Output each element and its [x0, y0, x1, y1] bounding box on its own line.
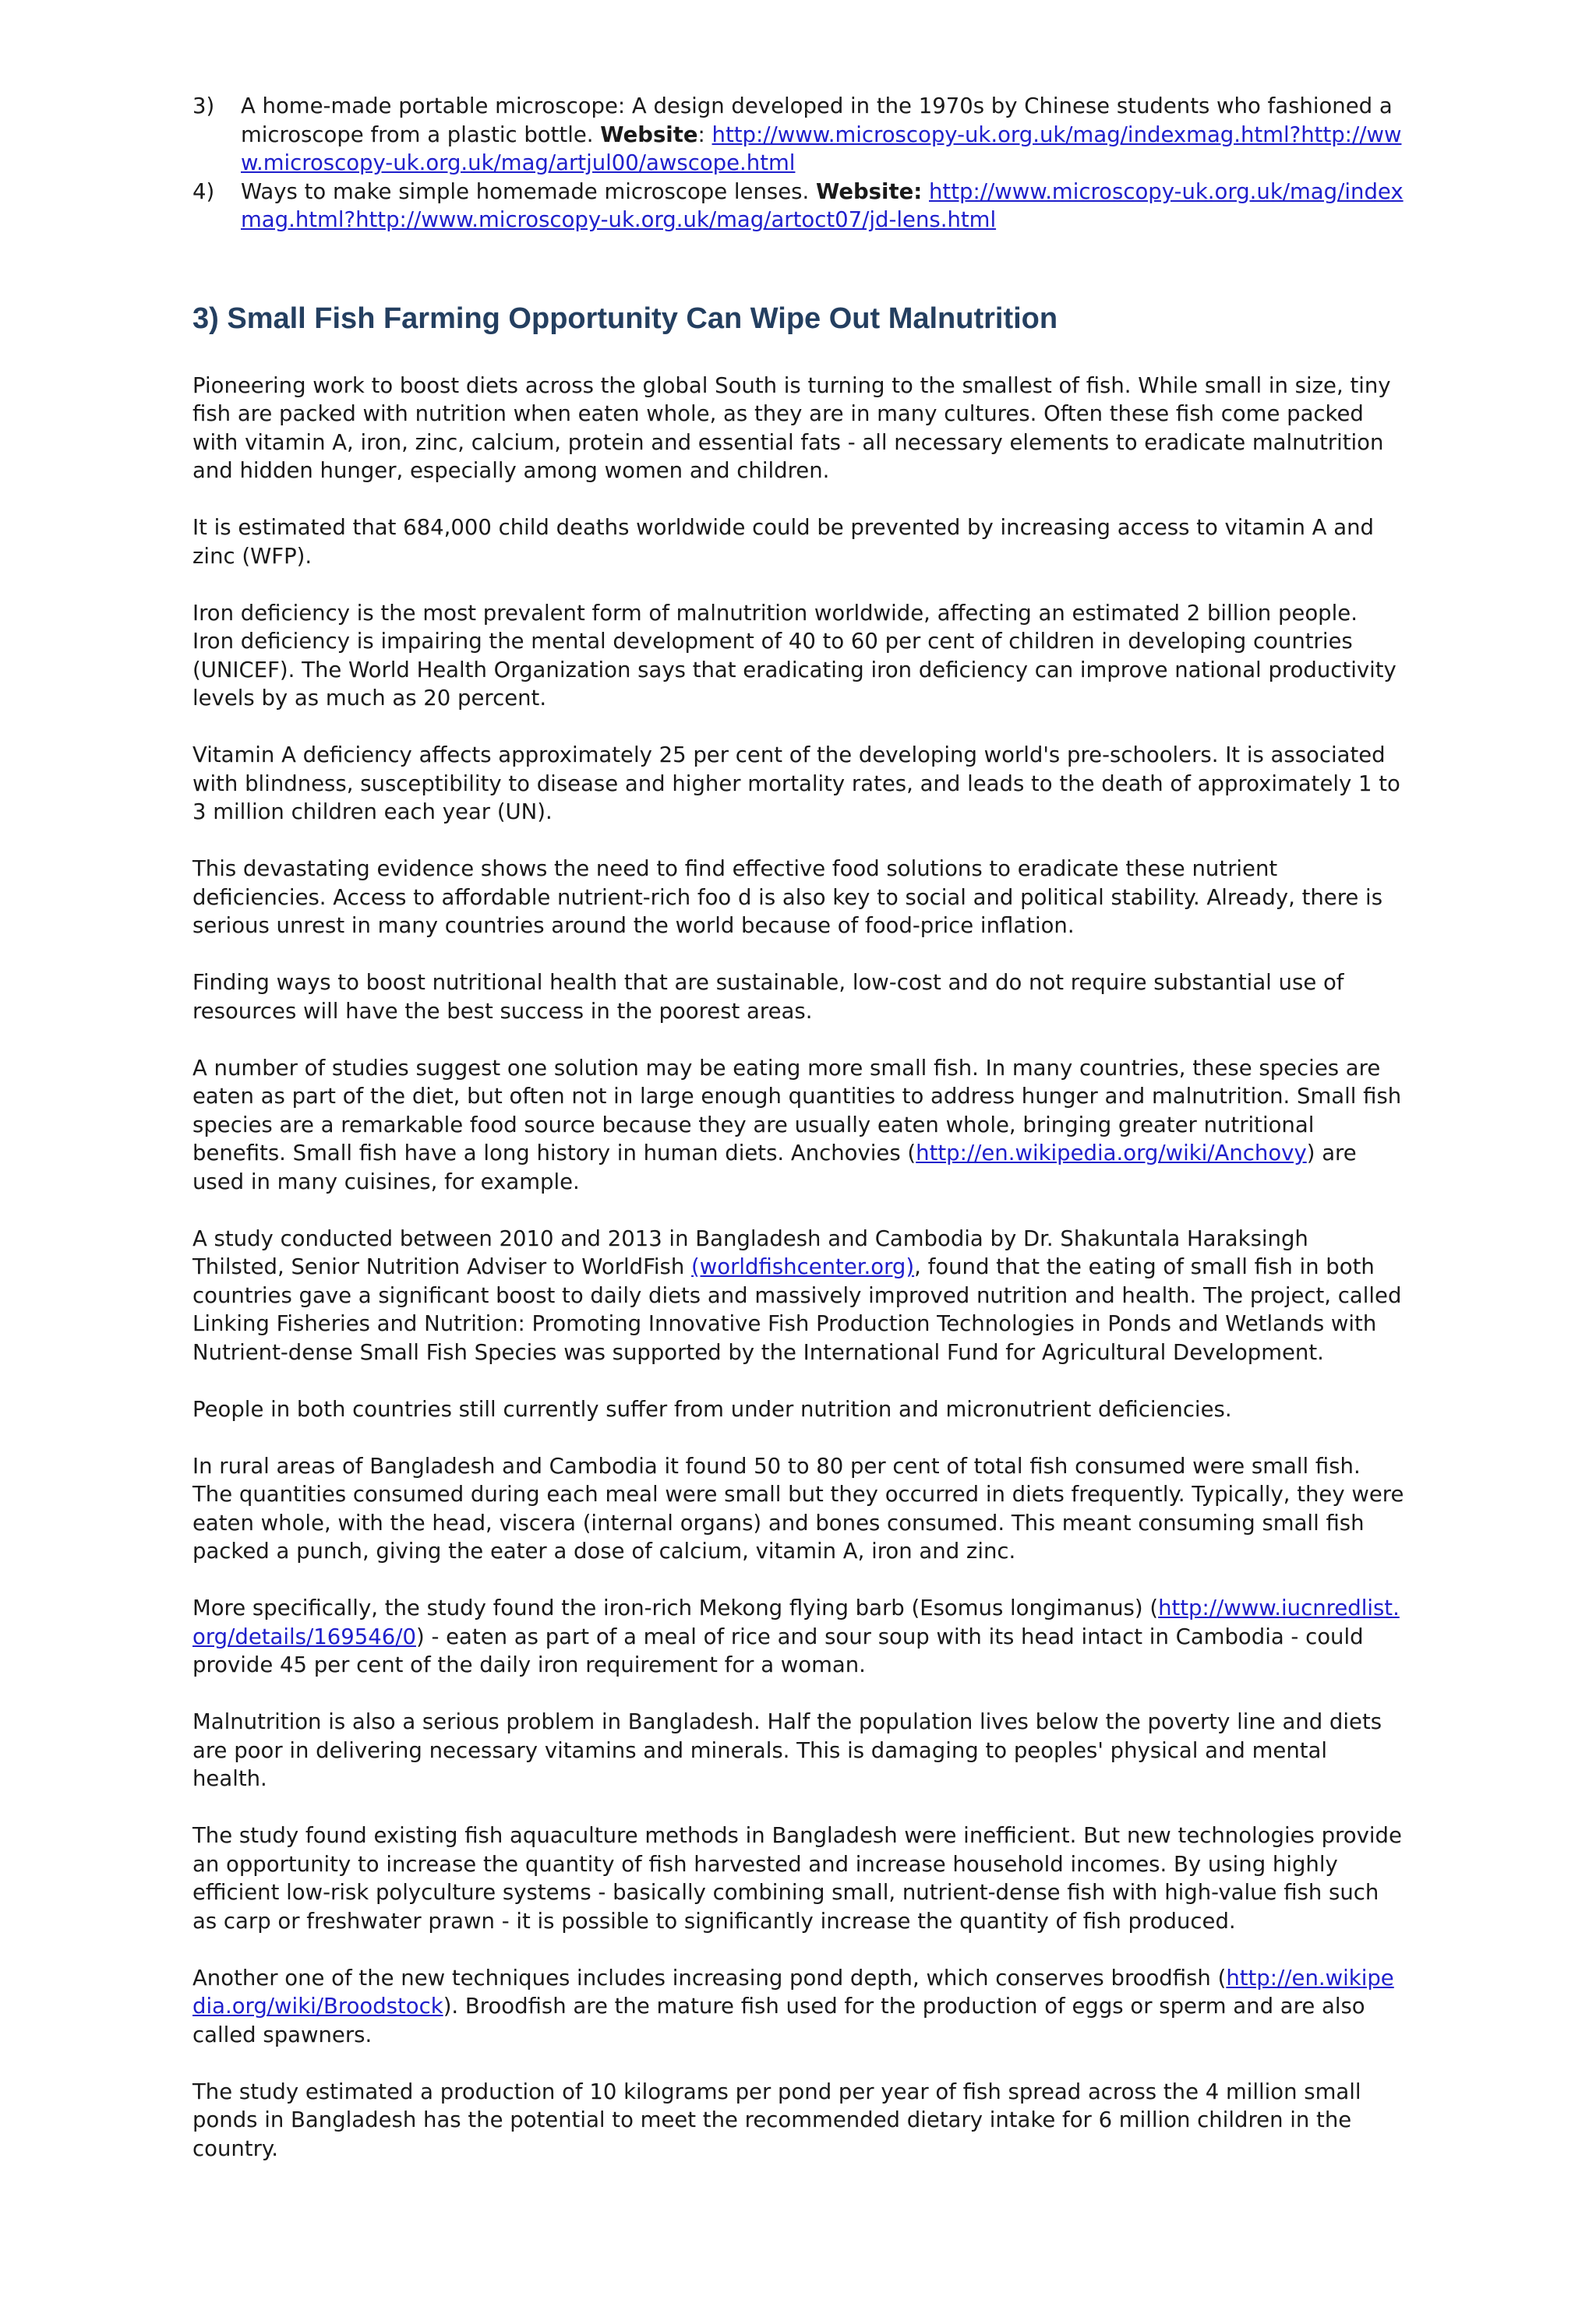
worldfish-link[interactable]: (worldfishcenter.org) — [691, 1254, 915, 1279]
list-item-number: 3) — [192, 93, 215, 118]
list-item-text: A home-made portable microscope: A design developed in the 1970s by Chinese students who fashioned a microscope from a plastic bottle. — [241, 93, 1393, 147]
paragraph: This devastating evidence shows the need to find effective food solutions to eradicate these nutrient deficiencies. Access to affordable nutrient-rich foo d is also key to social and political stability. Already, there is serious unrest in many countries around the world because of food-price inflation. — [192, 856, 1383, 938]
paragraph: Vitamin A deficiency affects approximately 25 per cent of the developing world's pre-schoolers. It is associated with blindness, susceptibility to disease and higher mortality rates, and leads to the death of approximately 1 to 3 million children each year (UN). — [192, 742, 1400, 824]
paragraph — [192, 1594, 1404, 1680]
separator — [922, 179, 929, 204]
paragraph-text: ) are used in many cuisines, for example. — [192, 1141, 1357, 1194]
document-page — [192, 92, 1404, 2192]
paragraph: In rural areas of Bangladesh and Cambodia it found 50 to 80 per cent of total fish consumed were small fish. The quantities consumed during each meal were small but they occurred in diets frequently. Typically, they were eaten whole, with the head, viscera (internal organs) and bones consumed. This meant consuming small fish packed a punch, giving the eater a dose of calcium, vitamin A, iron and zinc. — [192, 1453, 1404, 1564]
paragraph: The study estimated a production of 10 kilograms per pond per year of fish spread across the 4 million small ponds in Bangladesh has the potential to meet the recommended dietary intake for 6 million children in the country. — [192, 2079, 1361, 2161]
list-item-number: 4) — [192, 178, 215, 204]
iucn-link[interactable]: http://www.iucnredlist.org/details/169546/0 — [192, 1596, 1400, 1649]
website-label: Website — [600, 122, 698, 147]
paragraph: The study found existing fish aquaculture methods in Bangladesh were inefficient. But new technologies provide an opportunity to increase the quantity of fish harvested and increase household incomes. By using highly efficient low-risk polyculture systems - basically combining small, nutrient-dense fish with high-value fish such as carp or freshwater prawn - it is possible to significantly increase the quantity of fish produced. — [192, 1823, 1402, 1934]
separator: : — [697, 122, 712, 147]
list-item-text: Ways to make simple homemade microscope lenses. — [241, 178, 816, 204]
paragraph: It is estimated that 684,000 child deaths worldwide could be prevented by increasing access to vitamin A and zinc (WFP). — [192, 515, 1374, 569]
paragraph-text: ) - eaten as part of a meal of rice and sour soup with its head intact in Cambodia - could provide 45 per cent of the daily iron requirement for a woman. — [192, 1624, 1364, 1677]
resource-list — [192, 92, 1404, 235]
website-link[interactable]: http://www.microscopy-uk.org.uk/mag/indexmag.html?http://www.microscopy-uk.org.uk/mag/artjul00/awscope.html — [241, 122, 1402, 175]
anchovy-link[interactable]: http://en.wikipedia.org/wiki/Anchovy — [916, 1141, 1307, 1166]
paragraph — [192, 1225, 1404, 1367]
list-item — [192, 178, 1404, 235]
paragraph: Malnutrition is also a serious problem in Bangladesh. Half the population lives below the poverty line and diets are poor in delivering necessary vitamins and minerals. This is damaging to peoples' physical and mental health. — [192, 1709, 1382, 1791]
paragraph-text: More specifically, the study found the iron-rich Mekong flying barb (Esomus longimanus) ( — [192, 1596, 1159, 1620]
paragraph-text: , found that the eating of small fish in both countries gave a significant boost to daily diets and massively improved nutrition and health. The project, called Linking Fisheries and Nutrition: Promoting Innovative Fish Production Technologies in Ponds and Wetlands with Nutrient-dense Small Fish Species was supported by the International Fund for Agricultural Development. — [192, 1254, 1402, 1365]
paragraph-text: A number of studies suggest one solution may be eating more small fish. In many countries, these species are eaten as part of the diet, but often not in large enough quantities to address hunger and malnutrition. Small fish species are a remarkable food source because they are usually eaten whole, bringing greater nutritional benefits. Small fish have a long history in human diets. Anchovies ( — [192, 1055, 1402, 1166]
section-heading: 3) Small Fish Farming Opportunity Can Wipe Out Malnutrition — [192, 302, 1058, 335]
broodstock-link[interactable]: http://en.wikipedia.org/wiki/Broodstock — [192, 1965, 1394, 2019]
paragraph-text: ). Broodfish are the mature fish used for the production of eggs or sperm and are also called spawners. — [192, 1994, 1365, 2047]
paragraph: People in both countries still currently suffer from under nutrition and micronutrient deficiencies. — [192, 1396, 1232, 1422]
paragraph: Iron deficiency is the most prevalent form of malnutrition worldwide, affecting an estimated 2 billion people. Iron deficiency is impairing the mental development of 40 to 60 per cent of children in developing countries (UNICEF). The World Health Organization says that eradicating iron deficiency can improve national productivity levels by as much as 20 percent. — [192, 600, 1396, 711]
website-link[interactable]: http://www.microscopy-uk.org.uk/mag/indexmag.html?http://www.microscopy-uk.org.uk/mag/artoct07/jd-lens.html — [241, 178, 1404, 232]
paragraph — [192, 1054, 1404, 1197]
paragraph: Finding ways to boost nutritional health that are sustainable, low-cost and do not require substantial use of resources will have the best success in the poorest areas. — [192, 970, 1344, 1024]
paragraph-text: A study conducted between 2010 and 2013 in Bangladesh and Cambodia by Dr. Shakuntala Haraksingh Thilsted, Senior Nutrition Adviser to WorldFish — [192, 1225, 1308, 1279]
website-label: Website: — [815, 178, 923, 204]
list-item — [192, 92, 1404, 178]
paragraph-text: Another one of the new techniques includes increasing pond depth, which conserves broodfish ( — [192, 1965, 1227, 1991]
paragraph — [192, 1964, 1404, 2050]
paragraph: Pioneering work to boost diets across the global South is turning to the smallest of fish. While small in size, tiny fish are packed with nutrition when eaten whole, as they are in many cultures. Often these fish come packed with vitamin A, iron, zinc, calcium, protein and essential fats - all necessary elements to eradicate malnutrition and hidden hunger, especially among women and children. — [192, 372, 1391, 483]
